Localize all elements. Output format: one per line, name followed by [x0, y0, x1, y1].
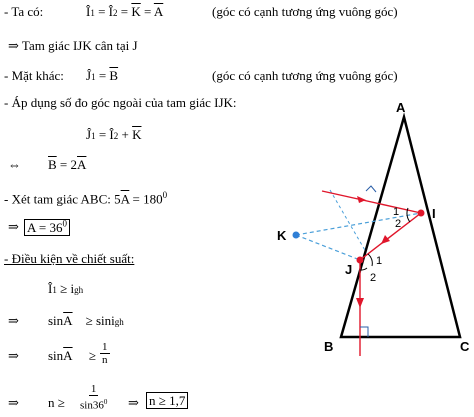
point-label-i: I [432, 206, 436, 221]
ray-arrowhead-2 [381, 235, 390, 244]
point-k [293, 232, 300, 239]
line-mat-khac-prefix: - Mặt khác: [4, 68, 64, 83]
implies-arrow-3: ⇒ [8, 348, 19, 363]
angle-label-i1: 1 [393, 206, 400, 218]
vertex-label-a: A [396, 100, 406, 115]
line-tam-giac-can: ⇒ Tam giác IJK cân tại J [8, 38, 138, 53]
fraction-numerator: 1 [102, 341, 108, 353]
line-sin-a-ge-1-over-n: $\sin\overline{A}$ ≥ [48, 348, 96, 363]
normal-line-j [296, 235, 360, 260]
implies-arrow-5: ⇒ [128, 395, 139, 410]
line-ta-co-note: (góc có cạnh tương ứng vuông góc) [212, 4, 398, 19]
vertex-label-c: C [460, 339, 470, 354]
line-i1-ge-igh: Î1 ≥ igh [48, 281, 84, 296]
line-b-equals-2a: $\overline{B} = 2\overline{A}$ [48, 157, 87, 172]
line-dieu-kien: - Điều kiện về chiết suất: [4, 251, 135, 266]
right-angle-mark-base [360, 327, 368, 337]
implies-arrow-2: ⇒ [8, 313, 19, 328]
line-n-ge: n ≥ [48, 395, 65, 410]
point-j [357, 257, 364, 264]
point-i [418, 210, 425, 217]
ray-arrowhead-3 [356, 298, 364, 308]
line-ap-dung: - Áp dụng số đo góc ngoài của tam giác IJK: [4, 95, 237, 110]
line-sin-a-ge-sin-igh: $\sin\overline{A}$ ≥ sinigh [48, 313, 124, 328]
angle-label-j1: 1 [376, 255, 383, 267]
point-label-k: K [277, 228, 287, 243]
fraction-denominator: $\sin 36^0$ [80, 398, 108, 412]
angle-label-i2: 2 [395, 218, 402, 230]
ray-arrowhead-1 [357, 196, 366, 203]
angle-label-j2: 2 [370, 272, 377, 284]
point-label-j: J [345, 262, 353, 277]
boxed-angle-a-result: $\overline{A} = 36^0$ [24, 217, 70, 235]
line-ta-co-formula: Î1 = Î2 = $\overline{K} = \overline{A}$ [86, 4, 164, 19]
equiv-arrow-1: ⇔ [8, 157, 21, 172]
implies-arrow-4: ⇒ [8, 395, 19, 410]
boxed-n-result: n ≥ 1,7 [146, 393, 188, 408]
line-xet-tam-giac: - Xét tam giác ABC: $5\overline{A} = 180^0$ [4, 190, 168, 207]
vertex-label-b: B [324, 339, 334, 354]
line-exterior-angle-formula: Ĵ1 = Î2 + $\overline{K}$ [86, 127, 142, 142]
fraction-denominator: n [102, 354, 108, 366]
line-ta-co-prefix: - Ta có: [4, 4, 44, 19]
implies-arrow-1: ⇒ [8, 219, 19, 234]
line-mat-khac-formula: Ĵ1 = $\overline{B}$ [86, 68, 119, 83]
fraction-numerator: 1 [90, 383, 97, 395]
normal-line-i [296, 213, 421, 235]
right-angle-mark-incident [366, 186, 376, 192]
angle-arc-j [368, 254, 372, 266]
line-mat-khac-note: (góc có cạnh tương ứng vuông góc) [212, 68, 398, 83]
